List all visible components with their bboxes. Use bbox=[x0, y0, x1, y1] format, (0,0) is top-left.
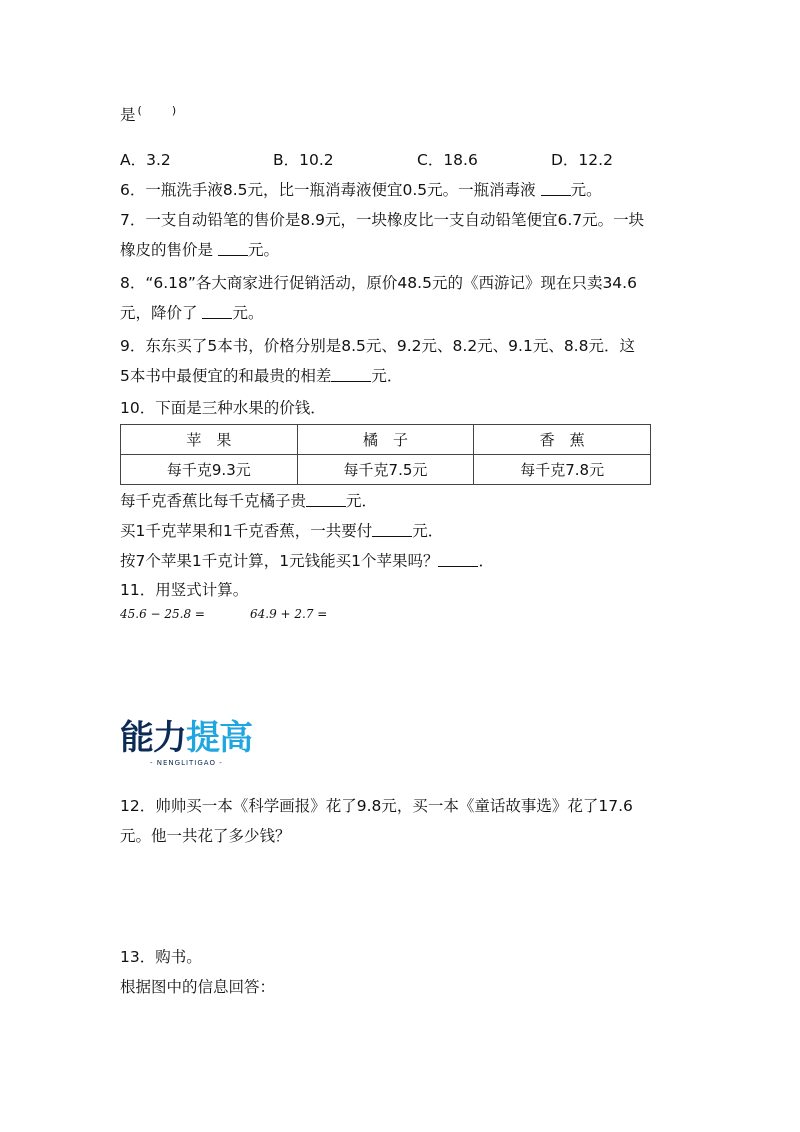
q5-answer-paren: ( ) bbox=[137, 104, 177, 117]
q5-tail bbox=[120, 101, 176, 125]
q11-title: 11．用竖式计算。 bbox=[120, 581, 249, 599]
price-orange: 每千克7.5元 bbox=[297, 455, 474, 485]
q8-line1: 8．“6.18”各大商家进行促销活动，原价48.5元的《西游记》现在只卖34.6 bbox=[120, 274, 637, 292]
q12-line1: 12．帅帅买一本《科学画报》花了9.8元，买一本《童话故事选》花了17.6 bbox=[120, 797, 633, 815]
header-banana: 香 蕉 bbox=[474, 425, 651, 455]
q5-option-a: A．3.2 bbox=[120, 151, 171, 169]
q10-sub1-blank[interactable] bbox=[306, 492, 346, 507]
q7-text: 橡皮的售价是 bbox=[120, 241, 218, 259]
header-apple: 苹 果 bbox=[121, 425, 298, 455]
logo-subtitle: - NENGLITIGAO - bbox=[150, 759, 223, 767]
q5-option-d: D．12.2 bbox=[551, 151, 613, 169]
q5-tail-text: 是 bbox=[120, 106, 136, 124]
q8-text: 元，降价了 bbox=[120, 304, 203, 322]
table-header-row bbox=[121, 425, 651, 455]
q9-unit: 元． bbox=[371, 367, 403, 385]
logo-title: 能力提高 bbox=[120, 718, 252, 758]
q8-blank[interactable] bbox=[202, 304, 232, 319]
table-price-row bbox=[121, 455, 651, 485]
q13-prompt: 根据图中的信息回答： bbox=[120, 978, 276, 996]
price-apple: 每千克9.3元 bbox=[121, 455, 298, 485]
q5-option-b: B．10.2 bbox=[273, 151, 334, 169]
fruit-price-table bbox=[120, 424, 651, 485]
q8-unit: 元。 bbox=[232, 304, 264, 322]
header-orange: 橘 子 bbox=[297, 425, 474, 455]
q9-text: 5本书中最便宜的和最贵的相差 bbox=[120, 367, 332, 385]
q7-unit: 元。 bbox=[247, 241, 279, 259]
q5-option-c: C．18.6 bbox=[417, 151, 478, 169]
q9-line2 bbox=[120, 366, 402, 386]
q10-sub3-blank[interactable] bbox=[438, 552, 478, 567]
price-banana: 每千克7.8元 bbox=[474, 455, 651, 485]
q7-line1: 7．一支自动铅笔的售价是8.9元，一块橡皮比一支自动铅笔便宜6.7元。一块 bbox=[120, 211, 645, 229]
q6-blank[interactable] bbox=[541, 181, 571, 196]
q6-unit: 元。 bbox=[570, 181, 602, 199]
q9-line1: 9．东东买了5本书，价格分别是8.5元、9.2元、8.2元、9.1元、8.8元．这 bbox=[120, 337, 635, 355]
q11-expr1: 45.6 − 25.8 = bbox=[120, 607, 205, 621]
q7-line2 bbox=[120, 240, 279, 260]
q11-expr2: 64.9 + 2.7 = bbox=[250, 607, 328, 621]
q10-sub1: 每千克香蕉比每千克橘子贵 元． bbox=[120, 492, 378, 510]
q6 bbox=[120, 180, 602, 200]
q9-blank[interactable] bbox=[331, 367, 371, 382]
q7-blank[interactable] bbox=[218, 241, 248, 256]
q10-sub2: 买1千克苹果和1千克香蕉，一共要付 元． bbox=[120, 522, 444, 540]
q8-line2 bbox=[120, 303, 263, 323]
q12-line2: 元。他一共花了多少钱？ bbox=[120, 827, 291, 845]
q13-title: 13．购书。 bbox=[120, 948, 202, 966]
q10-sub3: 按7个苹果1千克计算，1元钱能买1个苹果吗？ ． bbox=[120, 552, 494, 570]
q10-intro: 10．下面是三种水果的价钱． bbox=[120, 399, 326, 417]
q6-text: 6．一瓶洗手液8.5元，比一瓶消毒液便宜0.5元。一瓶消毒液 bbox=[120, 181, 541, 199]
q10-sub2-blank[interactable] bbox=[372, 522, 412, 537]
section-logo bbox=[120, 718, 270, 772]
